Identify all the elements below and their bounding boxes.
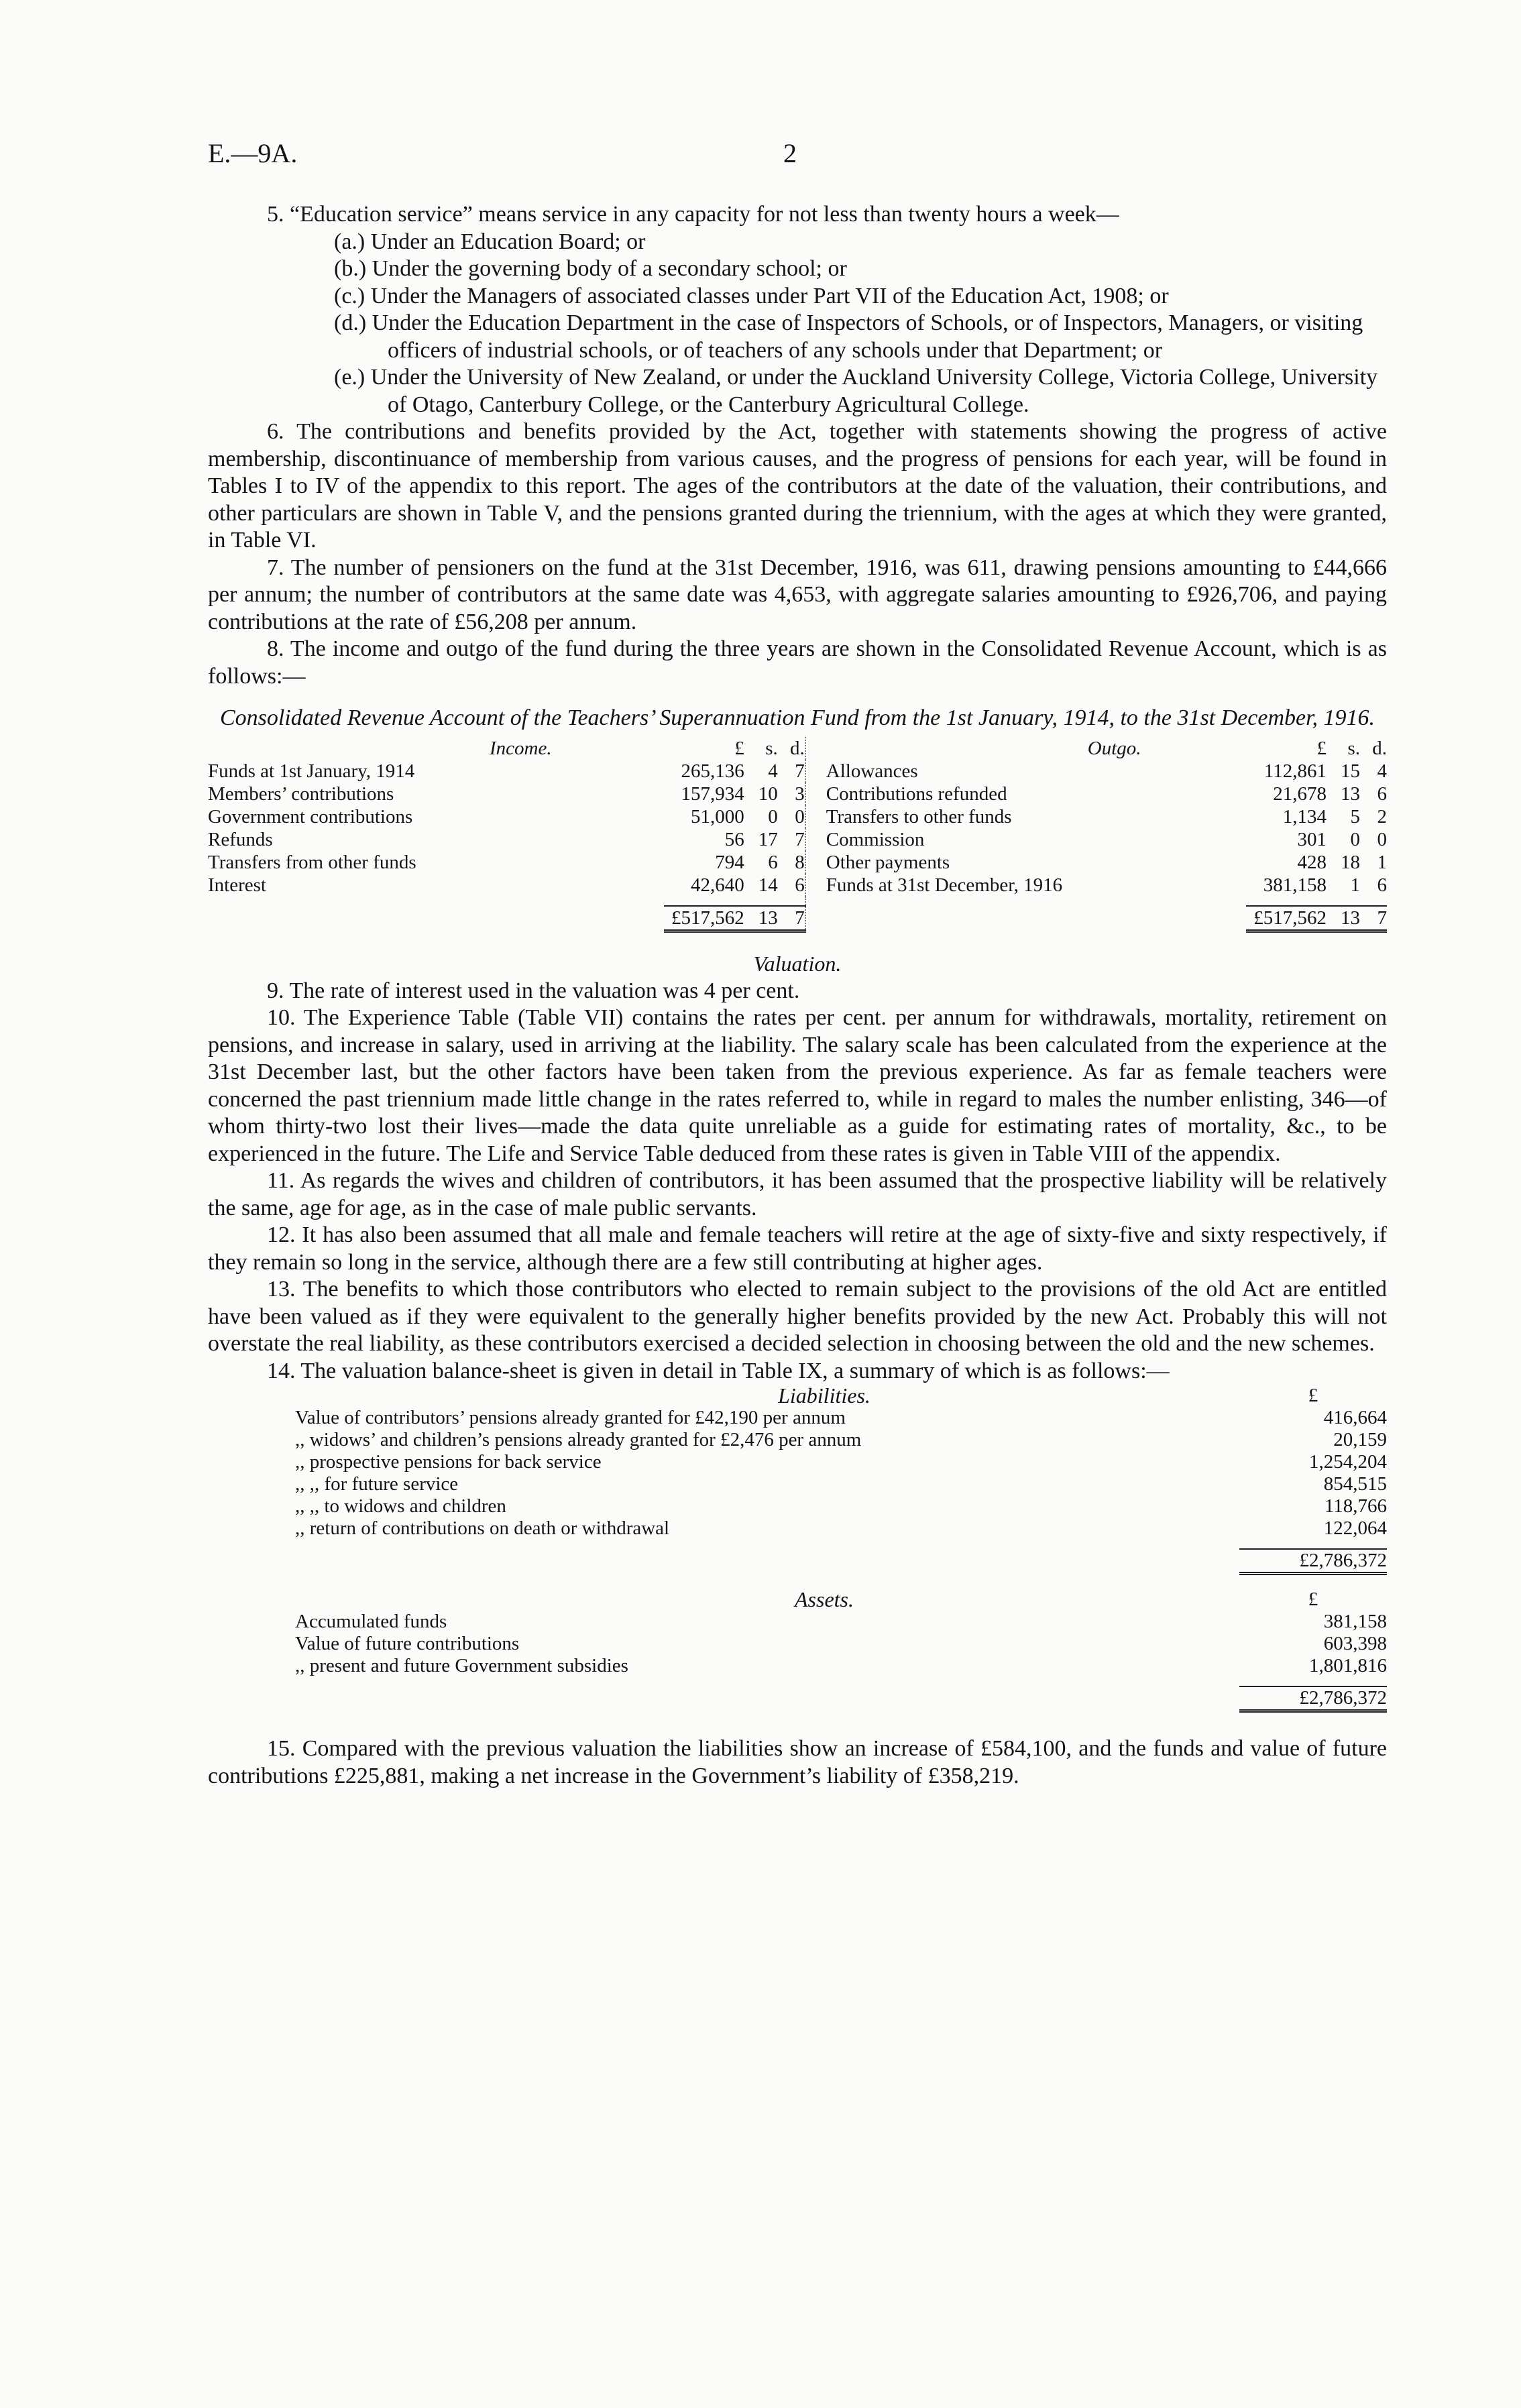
income-total-pounds: £517,562 — [664, 906, 744, 931]
outgo-pounds: 112,861 — [1263, 760, 1327, 782]
definition-item-a: (a.) Under an Education Board; or — [334, 229, 646, 254]
outgo-label: Other payments — [826, 852, 950, 873]
outgo-pence: 4 — [1377, 760, 1387, 782]
outgo-shillings: 1 — [1350, 874, 1360, 896]
income-pounds: 56 — [724, 829, 744, 850]
outgo-shillings: 5 — [1350, 806, 1360, 827]
outgo-total-shillings: 13 — [1327, 906, 1360, 931]
income-heading: Income. — [490, 738, 552, 759]
assets-table — [208, 1589, 1387, 1713]
income-pence: 8 — [795, 852, 805, 873]
asset-label: Value of future contributions — [295, 1633, 520, 1654]
outgo-shilling-header: s. — [1347, 738, 1360, 759]
account-row — [208, 805, 1387, 828]
asset-label: ,, present and future Government subsidies — [295, 1655, 628, 1676]
income-label: Refunds — [208, 829, 273, 850]
liability-label: ,, return of contributions on death or withdrawal — [295, 1517, 670, 1539]
outgo-pence: 1 — [1377, 852, 1387, 873]
liability-row — [208, 1517, 1387, 1540]
income-pence-header: d. — [790, 738, 805, 759]
outgo-pence-header: d. — [1372, 738, 1387, 759]
definition-item-b: (b.) Under the governing body of a secondary school; or — [334, 256, 847, 281]
liability-amount: 20,159 — [1333, 1429, 1387, 1450]
assets-total: £2,786,372 — [1239, 1686, 1387, 1711]
asset-row — [208, 1633, 1387, 1655]
outgo-total-pence: 7 — [1360, 906, 1387, 931]
income-total-shillings: 13 — [744, 906, 778, 931]
page-number: 2 — [783, 138, 797, 168]
liability-label: ,, widows’ and children’s pensions already granted for £2,476 per annum — [295, 1429, 862, 1450]
income-label: Funds at 1st January, 1914 — [208, 760, 415, 782]
income-label: Transfers from other funds — [208, 852, 416, 873]
outgo-pounds: 301 — [1297, 829, 1327, 850]
outgo-label: Allowances — [826, 760, 918, 782]
outgo-pence: 6 — [1377, 783, 1387, 805]
paragraph-13: 13. The benefits to which those contributors who elected to remain subject to the provisions of the old Act are entitled have been valued as if they were equivalent to the generally higher benefits provided by the new Act. Probably this will not overstate the real liability, as these contributors exercised a decided selection in choosing between the old and the new schemes. — [208, 1277, 1387, 1356]
account-row — [208, 783, 1387, 805]
document-reference: E.—9A. — [208, 138, 298, 168]
outgo-shillings: 15 — [1341, 760, 1360, 782]
paragraph-7: 7. The number of pensioners on the fund at the 31st December, 1916, was 611, drawing pensions amounting to £44,666 per annum; the number of contributors at the same date was 4,653, with aggregate salaries amounting to £926,706, and paying contributions at the rate of £56,208 per annum. — [208, 555, 1387, 634]
asset-amount: 381,158 — [1323, 1611, 1387, 1632]
income-pence: 3 — [795, 783, 805, 805]
outgo-pounds: 428 — [1297, 852, 1327, 873]
income-total-pence: 7 — [778, 906, 805, 931]
paragraph-6: 6. The contributions and benefits provided by the Act, together with statements showing the progress of active membership, discontinuance of membership from various causes, and the progress of pensions for each year, will be found in Tables I to IV of the appendix to this report. The ages of the contributors at the date of the valuation, their contributions, and other particulars are shown in Table V, and the pensions granted during the triennium, with the ages at which they were granted, in Table VI. — [208, 419, 1387, 553]
outgo-pounds: 381,158 — [1263, 874, 1327, 896]
liability-amount: 118,766 — [1324, 1495, 1387, 1517]
outgo-shillings: 0 — [1350, 829, 1360, 850]
paragraph-15: 15. Compared with the previous valuation the liabilities show an increase of £584,100, and the funds and value of future contributions £225,881, making a net increase in the Government’s liability of £358,219. — [208, 1736, 1387, 1788]
asset-amount: 1,801,816 — [1309, 1655, 1387, 1676]
paragraph-8: 8. The income and outgo of the fund during the three years are shown in the Consolidated Revenue Account, which is as follows:— — [208, 636, 1387, 689]
liability-row — [208, 1473, 1387, 1495]
paragraph-9: 9. The rate of interest used in the valuation was 4 per cent. — [267, 978, 800, 1003]
definition-item-e: (e.) Under the University of New Zealand, or under the Auckland University College, Victoria College, University of Otago, Canterbury College, or the Canterbury Agricultural College. — [334, 365, 1378, 417]
liability-label: ,, ,, for future service — [295, 1473, 459, 1495]
asset-amount: 603,398 — [1323, 1633, 1387, 1654]
liability-amount: 854,515 — [1323, 1473, 1387, 1495]
paragraph-10: 10. The Experience Table (Table VII) contains the rates per cent. per annum for withdrawals, mortality, retirement on pensions, and increase in salary, used in arriving at the liability. The salary scale has been calculated from the experience at the 31st December last, but the other factors have been taken from the previous experience. As far as female teachers were concerned the past triennium made little change in the rates referred to, while in regard to males the number enlisting, 346—of whom thirty-two lost their lives—made the data quite unreliable as a guide for estimating rates of mortality, &c., to be experienced in the future. The Life and Service Table deduced from these rates is given in Table VIII of the appendix. — [208, 1005, 1387, 1166]
outgo-label: Commission — [826, 829, 925, 850]
income-label: Members’ contributions — [208, 783, 394, 805]
liability-amount: 416,664 — [1323, 1407, 1387, 1428]
account-total-row — [208, 906, 1387, 931]
liability-row — [208, 1429, 1387, 1451]
paragraph-5-intro: 5. “Education service” means service in any capacity for not less than twenty hours a week— — [267, 202, 1119, 227]
liability-row — [208, 1495, 1387, 1517]
income-pence: 7 — [795, 829, 805, 850]
outgo-pence: 0 — [1377, 829, 1387, 850]
liability-amount: 1,254,204 — [1309, 1451, 1387, 1473]
outgo-heading: Outgo. — [1087, 738, 1141, 759]
paragraph-11: 11. As regards the wives and children of contributors, it has been assumed that the prospective liability will be relatively the same, age for age, as in the case of male public servants. — [208, 1168, 1387, 1220]
income-shillings: 17 — [758, 829, 778, 850]
income-pence: 0 — [795, 806, 805, 827]
outgo-shillings: 18 — [1341, 852, 1360, 873]
income-pounds: 42,640 — [691, 874, 744, 896]
outgo-label: Transfers to other funds — [826, 806, 1012, 827]
income-pence: 6 — [795, 874, 805, 896]
report-body — [208, 201, 1387, 1790]
liability-label: ,, ,, to widows and children — [295, 1495, 506, 1517]
asset-row — [208, 1655, 1387, 1677]
asset-label: Accumulated funds — [295, 1611, 447, 1632]
account-row — [208, 851, 1387, 874]
income-pounds: 265,136 — [681, 760, 744, 782]
income-pence: 7 — [795, 760, 805, 782]
account-row — [208, 874, 1387, 897]
income-pounds: 51,000 — [691, 806, 744, 827]
liability-label: ,, prospective pensions for back service — [295, 1451, 602, 1473]
account-row — [208, 760, 1387, 783]
revenue-account-title: Consolidated Revenue Account of the Teachers’ Superannuation Fund from the 1st January, 1914, to the 31st December, 1916. — [219, 705, 1375, 730]
revenue-account-table — [208, 737, 1387, 933]
assets-currency: £ — [1308, 1589, 1318, 1610]
outgo-label: Funds at 31st December, 1916 — [826, 874, 1063, 896]
outgo-pence: 6 — [1377, 874, 1387, 896]
liability-label: Value of contributors’ pensions already granted for £42,190 per annum — [295, 1407, 846, 1428]
income-shillings: 14 — [758, 874, 778, 896]
income-pound-header: £ — [734, 738, 744, 759]
liabilities-total: £2,786,372 — [1239, 1549, 1387, 1574]
outgo-total-pounds: £517,562 — [1246, 906, 1327, 931]
outgo-shillings: 13 — [1341, 783, 1360, 805]
income-shillings: 4 — [768, 760, 778, 782]
income-shillings: 10 — [758, 783, 778, 805]
asset-row — [208, 1611, 1387, 1633]
outgo-pounds: 21,678 — [1273, 783, 1327, 805]
liability-row — [208, 1451, 1387, 1473]
definition-item-d: (d.) Under the Education Department in the case of Inspectors of Schools, or of Inspectors, Managers, or visiting officers of industrial schools, or of teachers of any schools under that Department; or — [334, 310, 1363, 363]
income-shillings: 6 — [768, 852, 778, 873]
outgo-pounds: 1,134 — [1282, 806, 1327, 827]
assets-heading: Assets. — [795, 1587, 854, 1611]
paragraph-12: 12. It has also been assumed that all male and female teachers will retire at the age of sixty-five and sixty respectively, if they remain so long in the service, although there are a few still contributing at higher ages. — [208, 1222, 1387, 1275]
account-header-row — [208, 737, 1387, 760]
outgo-pence: 2 — [1377, 806, 1387, 827]
liability-row — [208, 1407, 1387, 1429]
income-pounds: 157,934 — [681, 783, 744, 805]
valuation-heading: Valuation. — [753, 952, 842, 976]
outgo-pound-header: £ — [1316, 738, 1327, 759]
liabilities-table — [208, 1385, 1387, 1575]
income-pounds: 794 — [715, 852, 744, 873]
income-label: Government contributions — [208, 806, 413, 827]
income-label: Interest — [208, 874, 266, 896]
liability-amount: 122,064 — [1323, 1517, 1387, 1539]
income-shilling-header: s. — [765, 738, 778, 759]
income-shillings: 0 — [768, 806, 778, 827]
outgo-label: Contributions refunded — [826, 783, 1007, 805]
liabilities-heading: Liabilities. — [778, 1383, 870, 1408]
account-row — [208, 828, 1387, 851]
definition-item-c: (c.) Under the Managers of associated classes under Part VII of the Education Act, 1908; or — [334, 283, 1169, 308]
liabilities-currency: £ — [1308, 1385, 1318, 1406]
paragraph-14: 14. The valuation balance-sheet is given in detail in Table IX, a summary of which is as follows:— — [267, 1358, 1170, 1383]
